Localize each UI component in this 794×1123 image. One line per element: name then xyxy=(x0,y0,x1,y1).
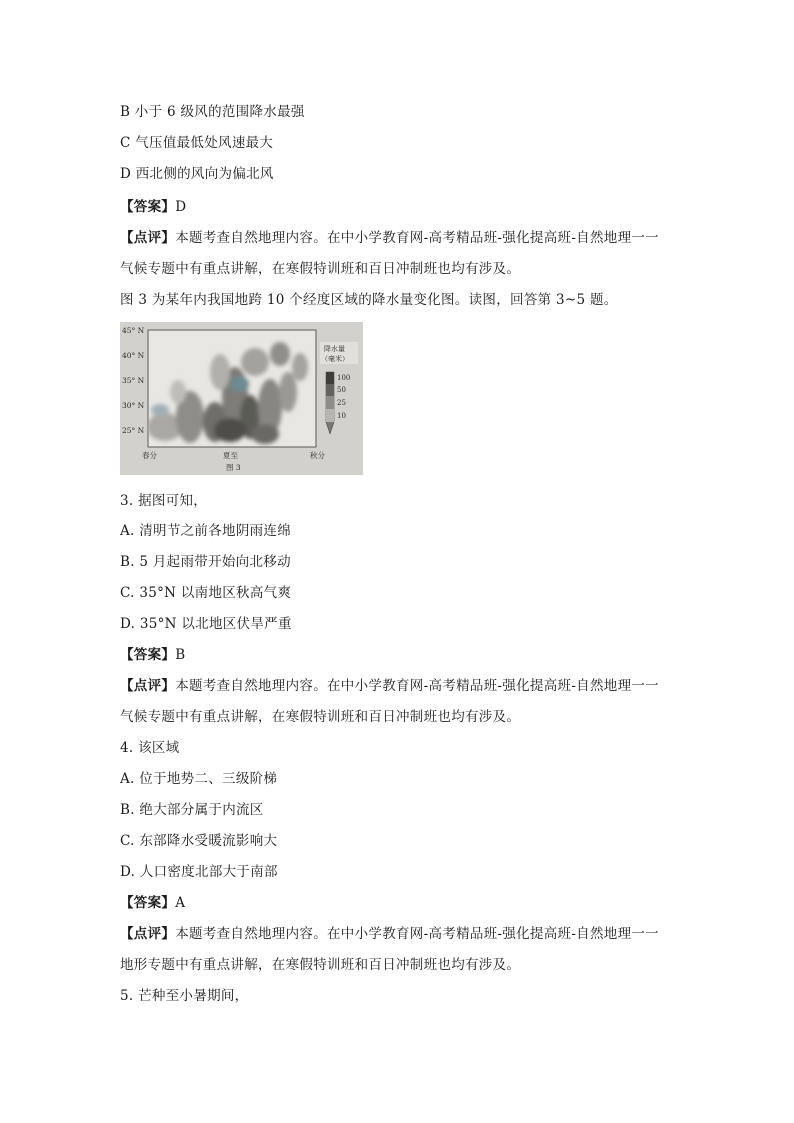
comment-line xyxy=(120,677,659,695)
x-tick-label: 春分 xyxy=(142,451,157,460)
y-tick-label: 30° N xyxy=(122,401,145,410)
question-stem: 4. 该区域 xyxy=(120,740,180,756)
option-line: C 气压值最低处风速最大 xyxy=(120,135,274,151)
option-line: D. 人口密度北部大于南部 xyxy=(120,864,278,880)
answer-line xyxy=(120,198,186,216)
answer-label: 【答案】 xyxy=(120,895,176,911)
comment-label: 【点评】 xyxy=(120,926,176,942)
comment-line xyxy=(120,229,659,247)
question-stem: 3. 据图可知， xyxy=(120,493,208,509)
y-tick-label: 45° N xyxy=(122,326,145,335)
answer-value: B xyxy=(175,647,186,663)
precipitation-figure xyxy=(120,322,363,475)
comment-continuation: 气候专题中有重点讲解，在寒假特训班和百日冲制班也均有涉及。 xyxy=(120,709,521,725)
option-line: C. 35°N 以南地区秋高气爽 xyxy=(120,585,292,601)
y-tick-label: 25° N xyxy=(122,426,145,435)
answer-label: 【答案】 xyxy=(120,647,176,663)
comment-label: 【点评】 xyxy=(120,678,176,694)
legend-value: 10 xyxy=(337,412,346,420)
y-tick-label: 40° N xyxy=(122,351,145,360)
comment-continuation: 气候专题中有重点讲解，在寒假特训班和百日冲制班也均有涉及。 xyxy=(120,261,521,277)
comment-line xyxy=(120,925,659,943)
question-stem: 5. 芒种至小暑期间， xyxy=(120,988,249,1004)
legend-unit: （毫米） xyxy=(321,355,349,363)
figure-intro: 图 3 为某年内我国地跨 10 个经度区域的降水量变化图。读图，回答第 3~5 题。 xyxy=(120,292,618,308)
x-tick-label: 秋分 xyxy=(310,451,325,460)
answer-value: A xyxy=(175,895,186,911)
legend-title: 降水量 xyxy=(324,345,345,353)
answer-label: 【答案】 xyxy=(120,199,176,215)
x-tick-label: 夏至 xyxy=(223,451,238,460)
precipitation-map xyxy=(120,322,363,475)
answer-line xyxy=(120,894,185,912)
figure-caption: 图 3 xyxy=(226,463,241,472)
option-line: A. 清明节之前各地阴雨连绵 xyxy=(120,523,292,539)
option-line: A. 位于地势二、三级阶梯 xyxy=(120,771,278,787)
legend-value: 100 xyxy=(337,374,351,382)
option-line: C. 东部降水受暖流影响大 xyxy=(120,833,278,849)
comment-text: 本题考查自然地理内容。在中小学教育网-高考精品班-强化提高班-自然地理一一 xyxy=(175,230,659,246)
option-line: B. 绝大部分属于内流区 xyxy=(120,802,264,818)
option-line: B 小于 6 级风的范围降水最强 xyxy=(120,104,305,120)
option-line: D. 35°N 以北地区伏旱严重 xyxy=(120,616,292,632)
option-line: B. 5 月起雨带开始向北移动 xyxy=(120,554,291,570)
comment-text: 本题考查自然地理内容。在中小学教育网-高考精品班-强化提高班-自然地理一一 xyxy=(175,926,659,942)
legend-value: 50 xyxy=(337,386,346,394)
answer-value: D xyxy=(175,199,187,215)
comment-text: 本题考查自然地理内容。在中小学教育网-高考精品班-强化提高班-自然地理一一 xyxy=(175,678,659,694)
y-tick-label: 35° N xyxy=(122,376,145,385)
comment-label: 【点评】 xyxy=(120,230,176,246)
legend-value: 25 xyxy=(337,399,346,407)
answer-line xyxy=(120,646,185,664)
comment-continuation: 地形专题中有重点讲解，在寒假特训班和百日冲制班也均有涉及。 xyxy=(120,957,521,973)
option-line: D 西北侧的风向为偏北风 xyxy=(120,166,274,182)
